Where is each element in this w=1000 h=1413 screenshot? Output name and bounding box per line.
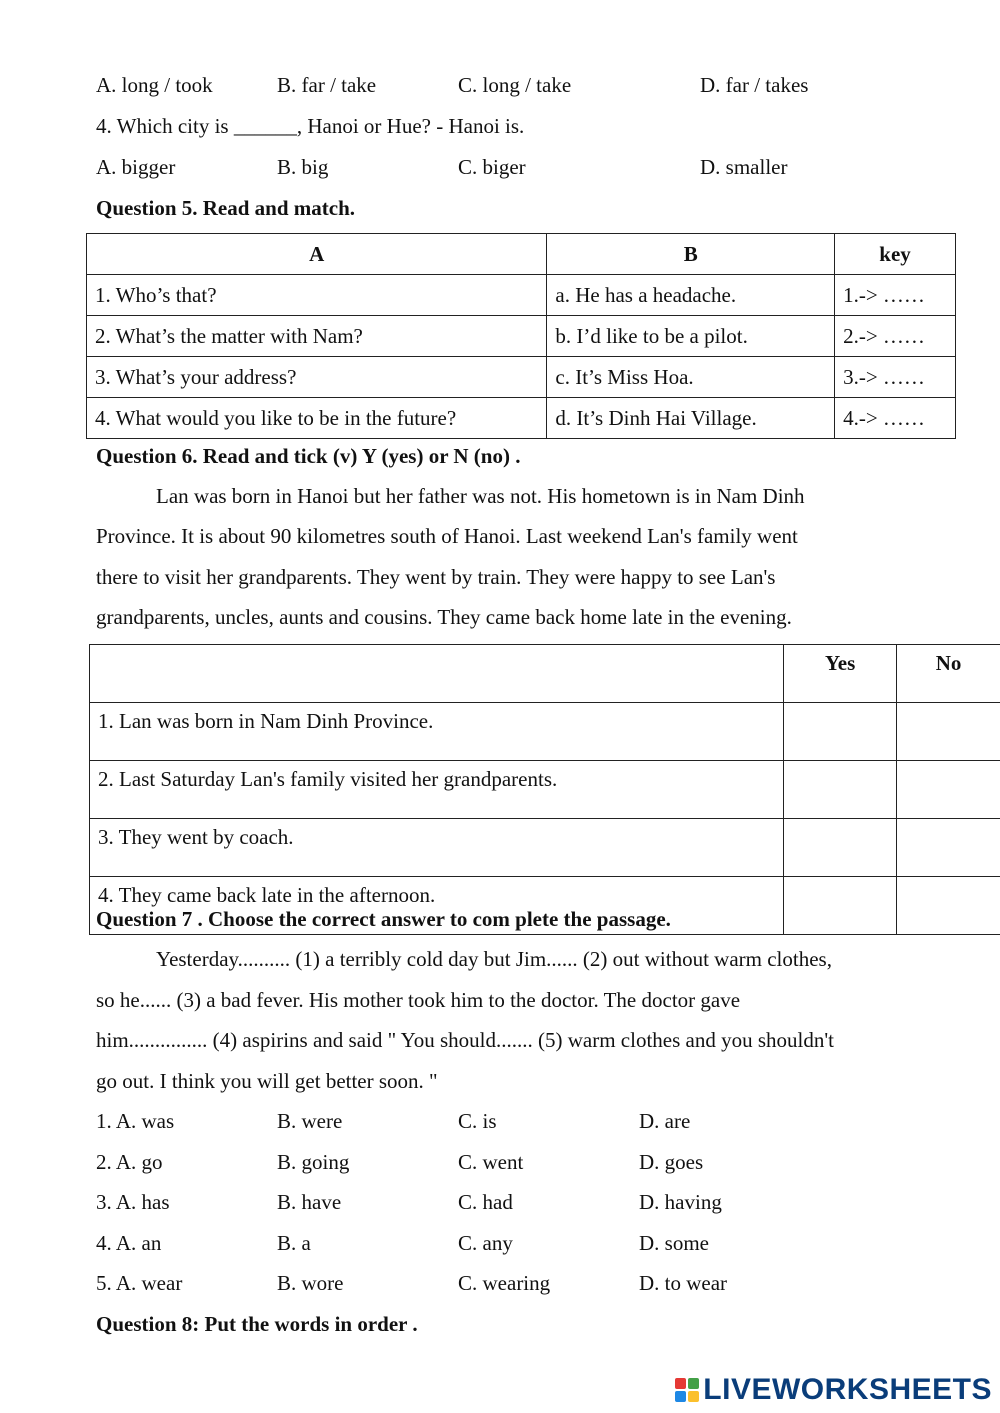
tick-no-cell[interactable] [897,819,1000,877]
q3-option-d[interactable]: D. far / takes [700,73,809,97]
q7-item-1-option-c[interactable]: C. is [458,1109,497,1133]
q4-option-d[interactable]: D. smaller [700,155,788,179]
q4-option-c[interactable]: C. biger [458,155,526,179]
q7-title: Question 7 . Choose the correct answer to com plete the passage. [96,907,671,931]
tick-statement: 4. They came back late in the afternoon. [90,877,784,935]
q3-option-c[interactable]: C. long / take [458,73,572,97]
tick-no-cell[interactable] [897,703,1000,761]
q7-item-2-option-b[interactable]: B. going [277,1150,350,1174]
q4-option-a[interactable]: A. bigger [96,155,176,179]
q3-option-b[interactable]: B. far / take [277,73,377,97]
match-answer: b. I’d like to be a pilot. [547,316,835,357]
match-header-row [87,234,956,275]
q7-item-4-option-a[interactable]: 4. A. an [96,1231,162,1255]
tick-header-statement [90,645,784,703]
q7-item-5-option-d[interactable]: D. to wear [639,1271,728,1295]
q7-item-1-option-d[interactable]: D. are [639,1109,691,1133]
q3-option-a[interactable]: A. long / took [96,73,213,97]
q7-passage-line-4: go out. I think you will get better soon. " [96,1069,438,1093]
table-row [87,398,956,439]
table-row [87,357,956,398]
q7-item-1-option-b[interactable]: B. were [277,1109,343,1133]
match-header-b: B [547,234,835,275]
match-header-key: key [835,234,956,275]
match-header-a: A [87,234,547,275]
q7-item-3-option-d[interactable]: D. having [639,1190,722,1214]
q7-item-1-option-a[interactable]: 1. A. was [96,1109,175,1133]
match-key-input[interactable]: 4.-> …… [835,398,956,439]
q8-title: Question 8: Put the words in order . [96,1312,418,1336]
q6-passage-line-4: grandparents, uncles, aunts and cousins. They came back home late in the evening. [96,605,792,629]
q7-item-4-option-c[interactable]: C. any [458,1231,513,1255]
q7-item-5-option-b[interactable]: B. wore [277,1271,344,1295]
q7-item-3-option-b[interactable]: B. have [277,1190,342,1214]
table-row [87,316,956,357]
match-question: 3. What’s your address? [87,357,547,398]
tick-table [89,644,1000,935]
logo-mark-icon [675,1378,699,1402]
q7-item-2-option-d[interactable]: D. goes [639,1150,704,1174]
tick-statement: 3. They went by coach. [90,819,784,877]
match-key-input[interactable]: 2.-> …… [835,316,956,357]
tick-yes-cell[interactable] [784,819,897,877]
tick-header-row [90,645,1000,703]
tick-statement: 1. Lan was born in Nam Dinh Province. [90,703,784,761]
q4-option-b[interactable]: B. big [277,155,329,179]
match-question: 4. What would you like to be in the future? [87,398,547,439]
q7-passage-line-2: so he...... (3) a bad fever. His mother took him to the doctor. The doctor gave [96,988,741,1012]
q7-passage-line-3: him............... (4) aspirins and said " You should....... (5) warm clothes and you shouldn't [96,1028,834,1052]
q7-passage-line-1: Yesterday.......... (1) a terribly cold day but Jim...... (2) out without warm clothes, [156,947,832,971]
table-row [87,275,956,316]
tick-no-cell[interactable] [897,877,1000,935]
q6-passage-line-1: Lan was born in Hanoi but her father was not. His hometown is in Nam Dinh [156,484,805,508]
match-answer: c. It’s Miss Hoa. [547,357,835,398]
q7-item-3-option-c[interactable]: C. had [458,1190,513,1214]
q7-item-4-option-b[interactable]: B. a [277,1231,311,1255]
table-row [90,819,1000,877]
match-answer: a. He has a headache. [547,275,835,316]
q7-item-4-option-d[interactable]: D. some [639,1231,709,1255]
table-row [90,761,1000,819]
tick-no-cell[interactable] [897,761,1000,819]
match-answer: d. It’s Dinh Hai Village. [547,398,835,439]
match-question: 1. Who’s that? [87,275,547,316]
tick-yes-cell[interactable] [784,877,897,935]
q7-item-5-option-c[interactable]: C. wearing [458,1271,551,1295]
match-key-input[interactable]: 1.-> …… [835,275,956,316]
table-row [90,703,1000,761]
tick-yes-cell[interactable] [784,703,897,761]
q6-passage-line-3: there to visit her grandparents. They went by train. They were happy to see Lan's [96,565,776,589]
tick-yes-cell[interactable] [784,761,897,819]
q7-item-2-option-c[interactable]: C. went [458,1150,524,1174]
q4-stem: 4. Which city is ______, Hanoi or Hue? - Hanoi is. [96,114,525,138]
liveworksheets-logo [675,1373,992,1407]
q7-item-5-option-a[interactable]: 5. A. wear [96,1271,183,1295]
tick-header-yes: Yes [784,645,897,703]
tick-header-no: No [897,645,1000,703]
q5-title: Question 5. Read and match. [96,196,356,220]
tick-statement: 2. Last Saturday Lan's family visited her grandparents. [90,761,784,819]
q7-item-2-option-a[interactable]: 2. A. go [96,1150,163,1174]
q6-title: Question 6. Read and tick (v) Y (yes) or N (no) . [96,444,521,468]
match-question: 2. What’s the matter with Nam? [87,316,547,357]
logo-text: LIVEWORKSHEETS [703,1373,992,1406]
q7-item-3-option-a[interactable]: 3. A. has [96,1190,170,1214]
match-key-input[interactable]: 3.-> …… [835,357,956,398]
match-table [86,233,956,439]
q6-passage-line-2: Province. It is about 90 kilometres south of Hanoi. Last weekend Lan's family went [96,524,798,548]
